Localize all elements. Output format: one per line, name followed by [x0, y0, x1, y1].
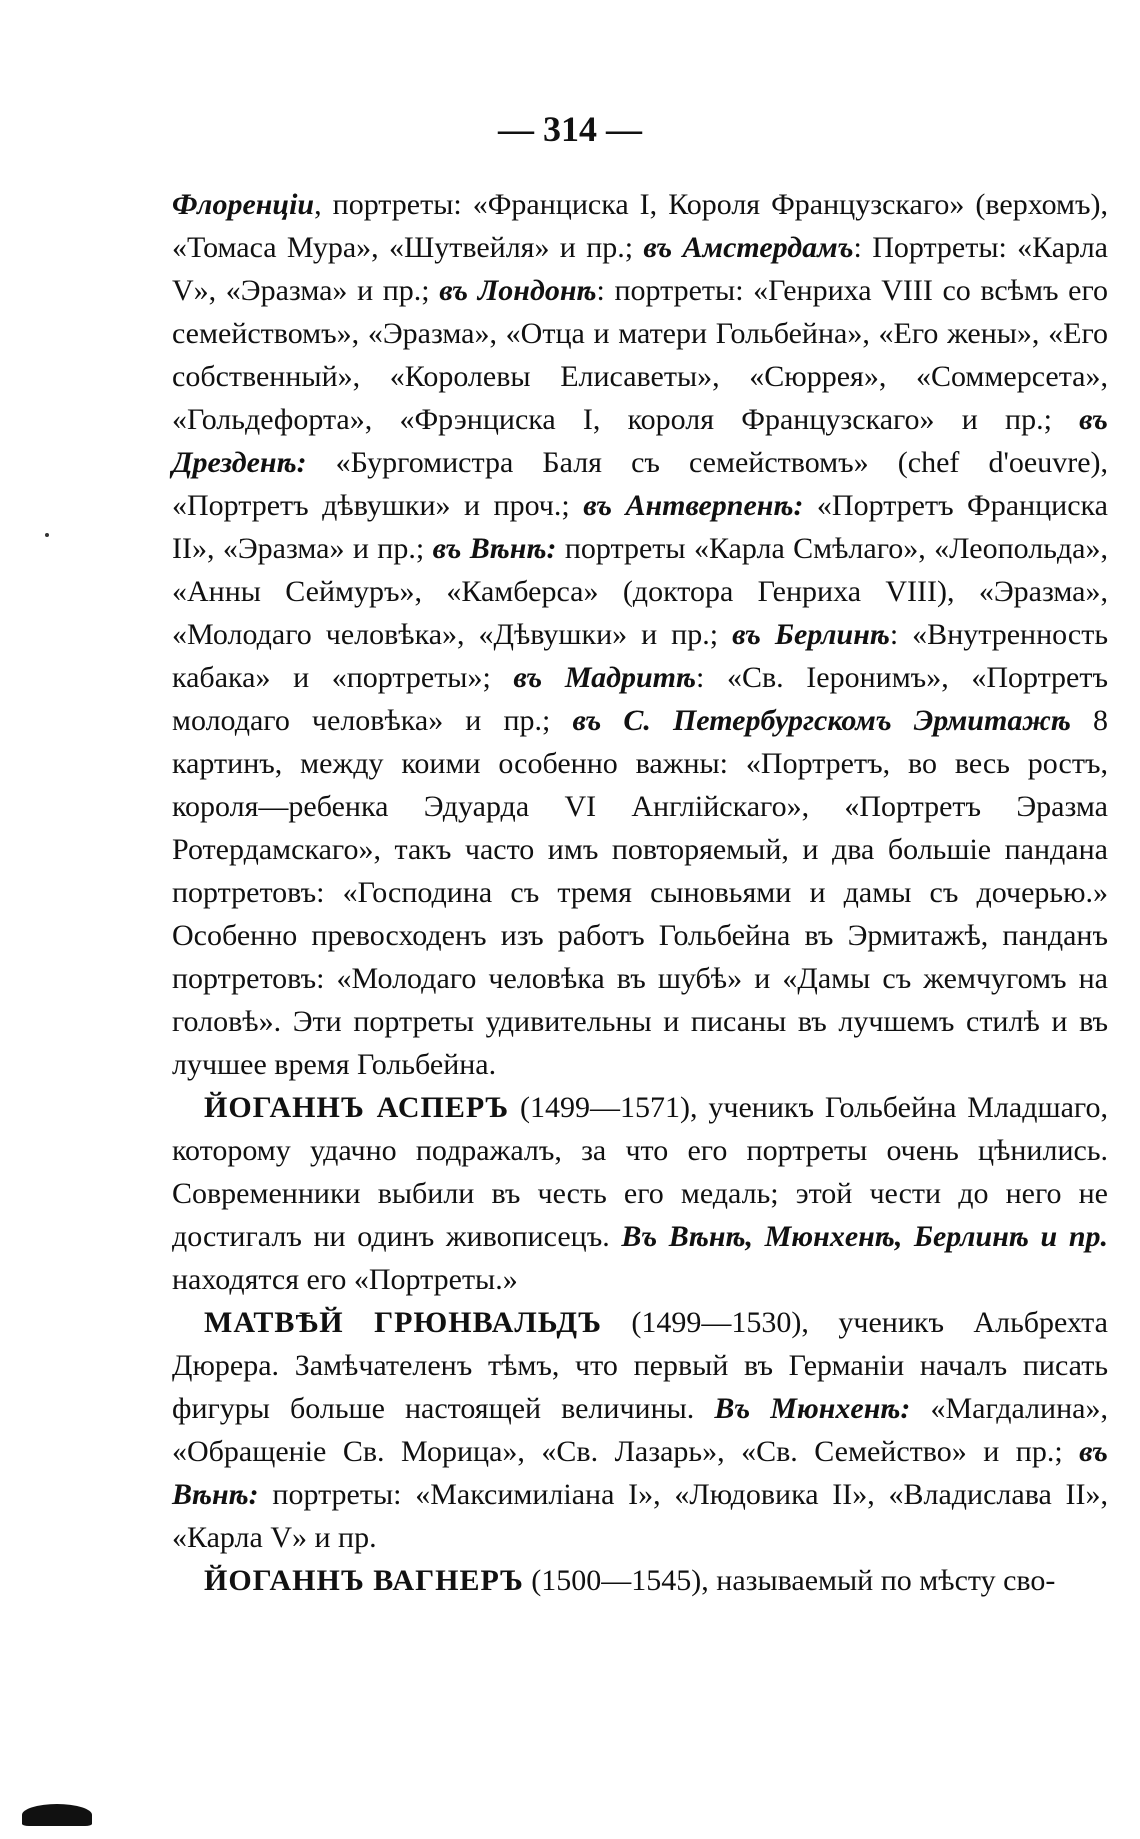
paragraph-grunewald [172, 1301, 1108, 1559]
text-run: 8 картинъ, между коими особенно важны: «Портретъ, во весь ростъ, короля—ребенка Эдуарда VI Англійскаго», «Портретъ Эразма Ротердамскаго», такъ часто имъ повторяемый, и два большіе пандана портретовъ: «Господина съ тремя сыновьями и дамы съ дочерью.» Особенно превосходенъ изъ работъ Гольбейна въ Эрмитажѣ, панданъ портретовъ: «Молодаго человѣка въ шубѣ» и «Дамы съ жемчугомъ на головѣ». Эти портреты удивительны и писаны въ лучшемъ стилѣ и въ лучшее время Гольбейна. [172, 704, 1109, 1081]
italic-place: въ С. Петербургскомъ Эрмитажѣ [572, 704, 1071, 737]
text-run: (1499—1530), ученикъ Альбрехта Дюрера. Замѣчателенъ тѣмъ, что первый въ Германіи началъ писать фигуры больше настоящей величины. [172, 1306, 1108, 1425]
text-run: «Портретъ Франциска II», «Эразма» и пр.; [172, 489, 1108, 565]
text-run: , портреты: «Франциска I, Короля Французскаго» (верхомъ), «Томаса Мура», «Шутвейля» и пр.; [172, 188, 1108, 264]
italic-place: Въ Мюнхенѣ: [714, 1392, 911, 1425]
text-run: портреты: «Максимиліана I», «Людовика II», «Владислава II», «Карла V» и пр. [172, 1478, 1108, 1554]
italic-place: въ Вѣнѣ: [432, 532, 557, 565]
text-run: портреты «Карла Смѣлаго», «Леопольда», «Анны Сеймуръ», «Камберса» (доктора Генриха VIII), «Эразма», «Молодаго человѣка», «Дѣвушки» и пр.; [172, 532, 1108, 651]
italic-place: Въ Вѣнѣ, Мюнхенѣ, Берлинѣ и пр. [621, 1220, 1109, 1253]
ink-speck [45, 533, 49, 537]
italic-place: въ Амстердамъ [643, 231, 854, 264]
page-number: — 314 — [498, 109, 642, 149]
paragraph-wagner [172, 1559, 1108, 1602]
text-run: : «Св. Іеронимъ», «Портретъ молодаго человѣка» и пр.; [172, 661, 1108, 737]
text-run: находятся его «Портреты.» [172, 1263, 518, 1296]
italic-place: Флоренціи [172, 188, 315, 221]
ink-smudge [22, 1804, 92, 1826]
artist-name: МАТВѢЙ ГРЮНВАЛЬДЪ [204, 1306, 602, 1339]
paragraph-holbein-works [172, 183, 1108, 1086]
text-run: «Бургомистра Баля съ семействомъ» (chef d'oeuvre), «Портретъ дѣвушки» и проч.; [172, 446, 1108, 522]
paragraph-asper [172, 1086, 1108, 1301]
text-run: : «Внутренность кабака» и «портреты»; [172, 618, 1109, 694]
italic-place: въ Мадритѣ [513, 661, 697, 694]
italic-place: въ Вѣнѣ: [172, 1435, 1108, 1511]
artist-name: ЙОГАННЪ ВАГНЕРЪ [204, 1564, 524, 1597]
text-run: (1499—1571), ученикъ Гольбейна Младшаго, которому удачно подражалъ, за что его портреты очень цѣнились. Современники выбили въ честь его медаль; этой чести до него не достигалъ ни одинъ живописецъ. [172, 1091, 1108, 1253]
italic-place: въ Лондонѣ [439, 274, 597, 307]
page-body-text [172, 183, 1108, 1602]
artist-name: ЙОГАННЪ АСПЕРЪ [204, 1091, 510, 1124]
text-run: (1500—1545), называемый по мѣсту сво- [523, 1564, 1056, 1597]
text-run: : Портреты: «Карла V», «Эразма» и пр.; [172, 231, 1108, 307]
text-run: : портреты: «Генриха VIII со всѣмъ его семействомъ», «Эразма», «Отца и матери Гольбейна», «Его жены», «Его собственный», «Королевы Елисаветы», «Сюррея», «Соммерсета», «Гольдефорта», «Фрэнциска I, короля Французскаго» и пр.; [172, 274, 1108, 436]
text-run: «Магдалина», «Обращеніе Св. Морица», «Св. Лазарь», «Св. Семейство» и пр.; [172, 1392, 1108, 1468]
italic-place: въ Антверпенѣ: [583, 489, 804, 522]
italic-place: въ Дрезденѣ: [172, 403, 1108, 479]
italic-place: въ Берлинѣ [732, 618, 890, 651]
